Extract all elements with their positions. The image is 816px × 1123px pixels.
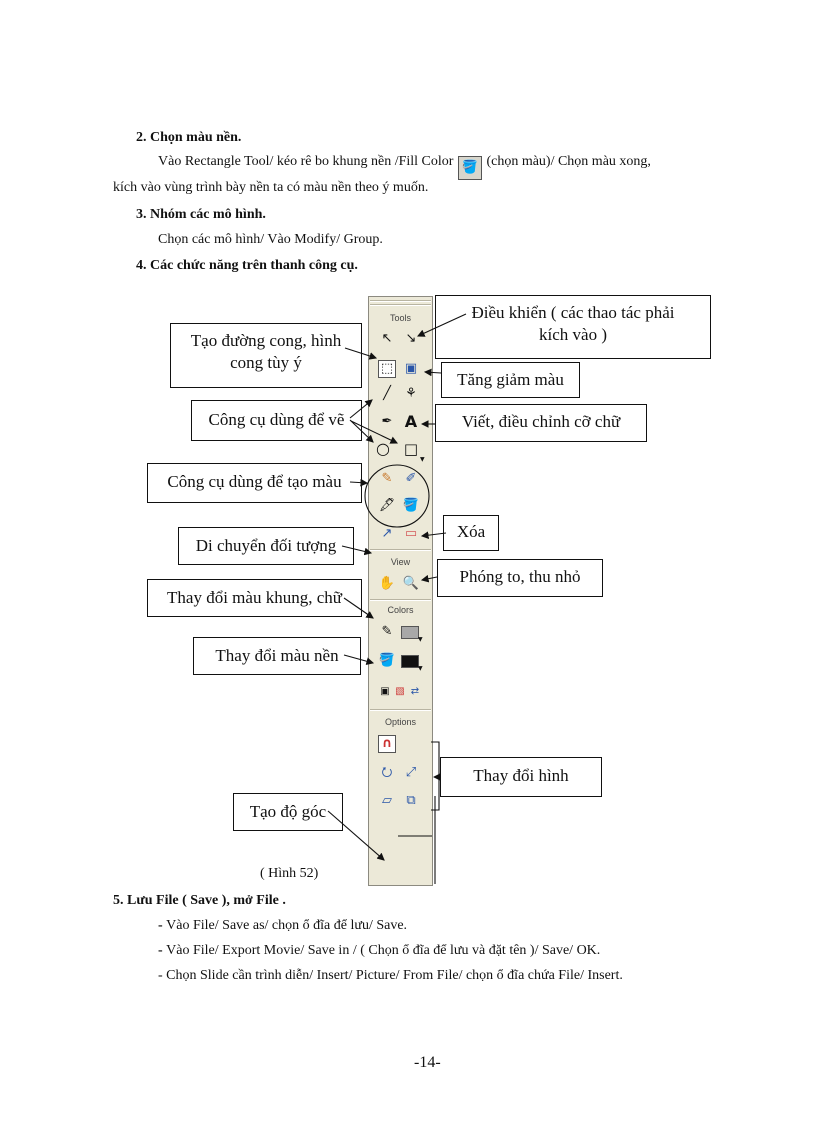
pencil-icon[interactable]: ✎ bbox=[381, 471, 393, 486]
eyedropper-icon[interactable]: ↗ bbox=[381, 526, 393, 541]
swap-colors-icon[interactable]: ⇄ bbox=[410, 686, 420, 697]
arrow-doi-mau-nen bbox=[344, 655, 373, 663]
arrow-icon[interactable]: ↖ bbox=[381, 331, 393, 346]
callout-tao-do-goc-text: Tạo độ góc bbox=[249, 802, 327, 821]
oval-icon[interactable]: ○ bbox=[376, 439, 390, 458]
callout-phong-to-text: Phóng to, thu nhỏ bbox=[459, 567, 581, 586]
pen-icon[interactable]: ✒ bbox=[381, 414, 393, 429]
arrow-duong-cong bbox=[345, 348, 376, 358]
fill-color-icon: 🪣 bbox=[378, 653, 396, 668]
default-colors-icon[interactable]: ▣ bbox=[380, 686, 390, 697]
section-5-item-3: - Chọn Slide cần trình diễn/ Insert/ Picture/ From File/ chọn ổ đĩa chứa File/ Insert. bbox=[158, 968, 623, 983]
section-2-heading: 2. Chọn màu nền. bbox=[136, 130, 242, 145]
section-3-line-1: Chọn các mô hình/ Vào Modify/ Group. bbox=[158, 232, 383, 247]
section-2-text-a: Vào Rectangle Tool/ kéo rê bo khung nền /Fill Color bbox=[158, 154, 454, 169]
magnet-icon[interactable]: ∩ bbox=[378, 735, 396, 753]
arrow-dieu-khien bbox=[418, 314, 466, 336]
zoom-icon[interactable]: 🔍 bbox=[402, 576, 420, 591]
section-4-heading: 4. Các chức năng trên thanh công cụ. bbox=[136, 258, 358, 273]
arrow-tao-do-goc bbox=[328, 811, 384, 860]
straighten-icon[interactable]: ⤢ bbox=[405, 765, 417, 780]
lasso-rect-icon[interactable]: ⬚ bbox=[378, 360, 396, 378]
callout-tao-mau-text: Công cụ dùng để tạo màu bbox=[167, 472, 342, 491]
arrow-tang-giam-mau bbox=[425, 372, 441, 373]
arrow-tao-mau bbox=[350, 482, 367, 483]
rectangle-dropdown-icon[interactable]: ▼ bbox=[420, 456, 425, 463]
callout-doi-mau-nen-text: Thay đổi màu nền bbox=[215, 646, 339, 665]
eraser-icon[interactable]: ▭ bbox=[404, 526, 418, 541]
section-2-text-b: (chọn màu)/ Chọn màu xong, bbox=[486, 154, 651, 169]
lasso-icon[interactable]: ⚘ bbox=[405, 386, 417, 401]
callout-doi-mau-khung-text: Thay đổi màu khung, chữ bbox=[167, 588, 342, 607]
arrow-ve-rect bbox=[351, 421, 397, 443]
brush-icon[interactable]: ✐ bbox=[405, 471, 417, 486]
section-5-item-1: - Vào File/ Save as/ chọn ổ đĩa để lưu/ Save. bbox=[158, 918, 408, 933]
tools-label: Tools bbox=[389, 313, 411, 323]
page-number: -14- bbox=[414, 1054, 441, 1071]
no-color-icon[interactable]: ▧ bbox=[395, 686, 405, 697]
section-5-item-1-text: Vào File/ Save as/ chọn ổ đĩa để lưu/ Save. bbox=[166, 918, 408, 933]
paint-bucket-icon[interactable]: 🪣 bbox=[402, 498, 420, 513]
hand-icon[interactable]: ✋ bbox=[378, 576, 396, 591]
rectangle-icon[interactable]: □ bbox=[403, 440, 419, 458]
colors-label: Colors bbox=[387, 605, 414, 615]
scale-icon[interactable]: ⧉ bbox=[406, 793, 416, 808]
section-3-heading: 3. Nhóm các mô hình. bbox=[136, 207, 266, 222]
callout-duong-cong-line-1: Tạo đường cong, hình bbox=[190, 331, 342, 350]
callout-tang-giam-mau-text: Tăng giảm màu bbox=[457, 370, 564, 389]
callout-duong-cong-line-2: cong tùy ý bbox=[230, 353, 302, 372]
arrow-doi-mau-khung bbox=[344, 598, 373, 618]
arrow-phong-to bbox=[422, 577, 437, 580]
callout-dieu-khien-line-1: Điều khiển ( các thao tác phải bbox=[471, 303, 675, 322]
callout-cong-cu-ve-text: Công cụ dùng để vẽ bbox=[208, 410, 345, 429]
subselect-icon[interactable]: ↘ bbox=[405, 331, 417, 346]
fill-color-icon: 🪣 bbox=[458, 156, 482, 180]
smooth-icon[interactable]: ⭮ bbox=[381, 765, 393, 780]
stroke-dropdown-icon[interactable]: ▼ bbox=[418, 636, 423, 643]
arrow-ve-oval bbox=[350, 420, 373, 442]
options-label: Options bbox=[384, 717, 417, 727]
figure-caption: ( Hình 52) bbox=[260, 866, 319, 881]
ink-bottle-icon[interactable]: 🖋 bbox=[378, 498, 396, 513]
arrow-di-chuyen bbox=[342, 546, 371, 553]
view-label: View bbox=[390, 557, 411, 567]
callout-thay-doi-hinh-text: Thay đổi hình bbox=[473, 766, 569, 785]
color-tools-circle bbox=[365, 465, 429, 527]
section-5-item-2-text: Vào File/ Export Movie/ Save in / ( Chọn ổ đĩa để lưu và đặt tên )/ Save/ OK. bbox=[166, 943, 601, 958]
line-icon[interactable]: ╱ bbox=[383, 386, 391, 401]
transform-icon[interactable]: ▣ bbox=[404, 361, 418, 376]
rotate-icon[interactable]: ▱ bbox=[382, 793, 392, 808]
callout-viet-chu-text: Viết, điều chỉnh cỡ chữ bbox=[461, 412, 621, 431]
arrow-ve-line bbox=[350, 400, 372, 418]
section-5-heading: 5. Lưu File ( Save ), mở File . bbox=[113, 893, 286, 908]
arrow-xoa bbox=[422, 533, 446, 536]
text-icon[interactable]: A bbox=[404, 412, 418, 431]
section-2-line-2: kích vào vùng trình bày nền ta có màu nền theo ý muốn. bbox=[113, 180, 429, 195]
fill-dropdown-icon[interactable]: ▼ bbox=[418, 665, 423, 672]
callout-di-chuyen-text: Di chuyển đối tượng bbox=[195, 536, 337, 555]
callout-xoa-text: Xóa bbox=[456, 522, 486, 541]
stroke-color-icon: ✎ bbox=[381, 624, 393, 639]
section-5-item-2: - Vào File/ Export Movie/ Save in / ( Chọn ổ đĩa để lưu và đặt tên )/ Save/ OK. bbox=[158, 943, 601, 958]
callout-dieu-khien-line-2: kích vào ) bbox=[539, 325, 607, 344]
